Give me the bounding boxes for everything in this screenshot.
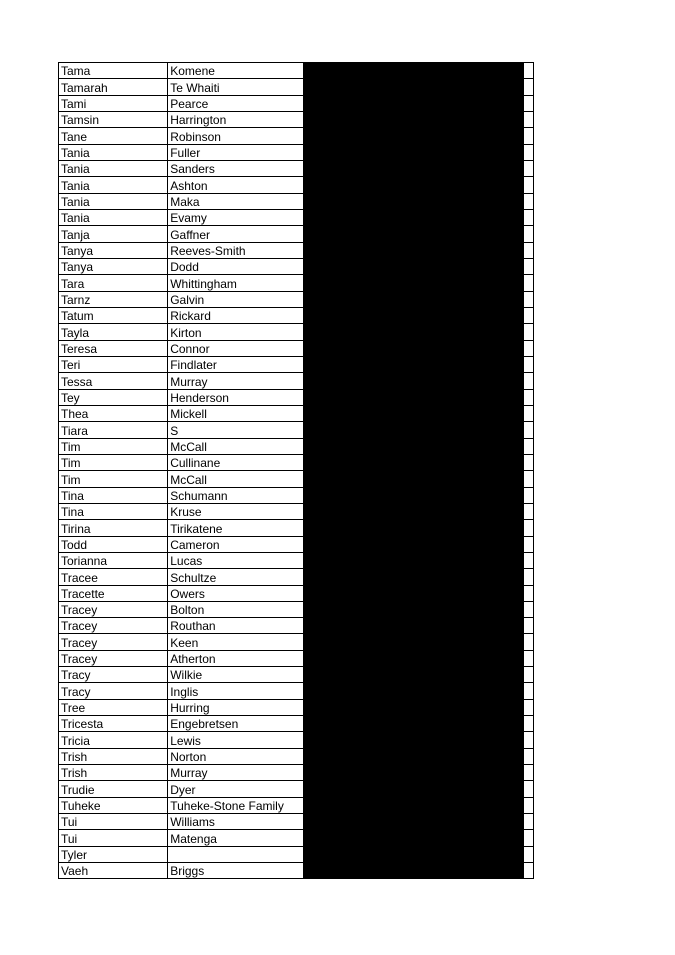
last-name-cell: Williams <box>168 814 304 830</box>
last-name-cell: Cameron <box>168 536 304 552</box>
first-name-cell: Tim <box>59 438 168 454</box>
empty-cell <box>522 226 533 242</box>
empty-cell <box>522 814 533 830</box>
empty-cell <box>522 422 533 438</box>
last-name-cell: Gaffner <box>168 226 304 242</box>
last-name-cell: Schumann <box>168 487 304 503</box>
empty-cell <box>522 634 533 650</box>
first-name-cell: Tricia <box>59 732 168 748</box>
last-name-cell: S <box>168 422 304 438</box>
first-name-cell: Tanja <box>59 226 168 242</box>
last-name-cell: Sanders <box>168 160 304 176</box>
first-name-cell: Tree <box>59 699 168 715</box>
empty-cell <box>522 487 533 503</box>
empty-cell <box>522 340 533 356</box>
empty-cell <box>522 797 533 813</box>
first-name-cell: Tarnz <box>59 291 168 307</box>
empty-cell <box>522 307 533 323</box>
last-name-cell: McCall <box>168 438 304 454</box>
last-name-cell: Kruse <box>168 503 304 519</box>
last-name-cell <box>168 846 304 862</box>
last-name-cell: Owers <box>168 585 304 601</box>
first-name-cell: Tania <box>59 177 168 193</box>
empty-cell <box>522 95 533 111</box>
first-name-cell: Tracy <box>59 683 168 699</box>
last-name-cell: Cullinane <box>168 454 304 470</box>
first-name-cell: Tama <box>59 63 168 79</box>
empty-cell <box>522 454 533 470</box>
empty-cell <box>522 324 533 340</box>
first-name-cell: Tania <box>59 193 168 209</box>
last-name-cell: Kirton <box>168 324 304 340</box>
empty-cell <box>522 144 533 160</box>
last-name-cell: Dodd <box>168 258 304 274</box>
first-name-cell: Tatum <box>59 307 168 323</box>
empty-cell <box>522 716 533 732</box>
last-name-cell: Pearce <box>168 95 304 111</box>
empty-cell <box>522 160 533 176</box>
empty-cell <box>522 667 533 683</box>
last-name-cell: Inglis <box>168 683 304 699</box>
first-name-cell: Tim <box>59 454 168 470</box>
last-name-cell: Maka <box>168 193 304 209</box>
first-name-cell: Tina <box>59 487 168 503</box>
last-name-cell: Norton <box>168 748 304 764</box>
last-name-cell: Komene <box>168 63 304 79</box>
last-name-cell: Tirikatene <box>168 520 304 536</box>
last-name-cell: Findlater <box>168 356 304 372</box>
last-name-cell: Rickard <box>168 307 304 323</box>
first-name-cell: Tyler <box>59 846 168 862</box>
first-name-cell: Teri <box>59 356 168 372</box>
last-name-cell: Lucas <box>168 552 304 568</box>
last-name-cell: Schultze <box>168 569 304 585</box>
last-name-cell: Reeves-Smith <box>168 242 304 258</box>
last-name-cell: Galvin <box>168 291 304 307</box>
empty-cell <box>522 699 533 715</box>
last-name-cell: Mickell <box>168 405 304 421</box>
empty-cell <box>522 258 533 274</box>
empty-cell <box>522 683 533 699</box>
empty-cell <box>522 193 533 209</box>
last-name-cell: Briggs <box>168 863 304 879</box>
last-name-cell: Atherton <box>168 650 304 666</box>
empty-cell <box>522 242 533 258</box>
empty-cell <box>522 503 533 519</box>
empty-cell <box>522 373 533 389</box>
last-name-cell: Robinson <box>168 128 304 144</box>
first-name-cell: Tracey <box>59 634 168 650</box>
last-name-cell: Keen <box>168 634 304 650</box>
first-name-cell: Tania <box>59 160 168 176</box>
first-name-cell: Tanya <box>59 242 168 258</box>
first-name-cell: Tricesta <box>59 716 168 732</box>
first-name-cell: Tracee <box>59 569 168 585</box>
empty-cell <box>522 748 533 764</box>
last-name-cell: Wilkie <box>168 667 304 683</box>
first-name-cell: Thea <box>59 405 168 421</box>
redaction-block <box>305 63 524 879</box>
empty-cell <box>522 471 533 487</box>
last-name-cell: Routhan <box>168 618 304 634</box>
first-name-cell: Tim <box>59 471 168 487</box>
first-name-cell: Tessa <box>59 373 168 389</box>
empty-cell <box>522 552 533 568</box>
last-name-cell: Murray <box>168 373 304 389</box>
empty-cell <box>522 111 533 127</box>
empty-cell <box>522 389 533 405</box>
first-name-cell: Tanya <box>59 258 168 274</box>
last-name-cell: Murray <box>168 765 304 781</box>
first-name-cell: Tui <box>59 830 168 846</box>
last-name-cell: Harrington <box>168 111 304 127</box>
last-name-cell: Connor <box>168 340 304 356</box>
empty-cell <box>522 356 533 372</box>
empty-cell <box>522 569 533 585</box>
first-name-cell: Teresa <box>59 340 168 356</box>
first-name-cell: Tracette <box>59 585 168 601</box>
empty-cell <box>522 177 533 193</box>
empty-cell <box>522 650 533 666</box>
empty-cell <box>522 275 533 291</box>
empty-cell <box>522 765 533 781</box>
first-name-cell: Tane <box>59 128 168 144</box>
first-name-cell: Torianna <box>59 552 168 568</box>
first-name-cell: Trish <box>59 765 168 781</box>
first-name-cell: Tara <box>59 275 168 291</box>
empty-cell <box>522 846 533 862</box>
empty-cell <box>522 601 533 617</box>
first-name-cell: Trish <box>59 748 168 764</box>
first-name-cell: Tania <box>59 144 168 160</box>
first-name-cell: Tania <box>59 209 168 225</box>
first-name-cell: Tiara <box>59 422 168 438</box>
empty-cell <box>522 291 533 307</box>
empty-cell <box>522 781 533 797</box>
empty-cell <box>522 618 533 634</box>
last-name-cell: Ashton <box>168 177 304 193</box>
last-name-cell: Evamy <box>168 209 304 225</box>
last-name-cell: Bolton <box>168 601 304 617</box>
empty-cell <box>522 536 533 552</box>
empty-cell <box>522 863 533 879</box>
first-name-cell: Tamsin <box>59 111 168 127</box>
last-name-cell: Tuheke-Stone Family <box>168 797 304 813</box>
first-name-cell: Tracey <box>59 618 168 634</box>
last-name-cell: Dyer <box>168 781 304 797</box>
first-name-cell: Tracy <box>59 667 168 683</box>
last-name-cell: McCall <box>168 471 304 487</box>
first-name-cell: Tracey <box>59 650 168 666</box>
first-name-cell: Vaeh <box>59 863 168 879</box>
first-name-cell: Tami <box>59 95 168 111</box>
first-name-cell: Tui <box>59 814 168 830</box>
last-name-cell: Fuller <box>168 144 304 160</box>
first-name-cell: Trudie <box>59 781 168 797</box>
first-name-cell: Tayla <box>59 324 168 340</box>
last-name-cell: Lewis <box>168 732 304 748</box>
empty-cell <box>522 438 533 454</box>
empty-cell <box>522 585 533 601</box>
empty-cell <box>522 209 533 225</box>
first-name-cell: Todd <box>59 536 168 552</box>
last-name-cell: Hurring <box>168 699 304 715</box>
empty-cell <box>522 128 533 144</box>
first-name-cell: Tracey <box>59 601 168 617</box>
last-name-cell: Engebretsen <box>168 716 304 732</box>
empty-cell <box>522 63 533 79</box>
last-name-cell: Henderson <box>168 389 304 405</box>
empty-cell <box>522 79 533 95</box>
empty-cell <box>522 732 533 748</box>
empty-cell <box>522 520 533 536</box>
first-name-cell: Tamarah <box>59 79 168 95</box>
first-name-cell: Tuheke <box>59 797 168 813</box>
first-name-cell: Tina <box>59 503 168 519</box>
first-name-cell: Tirina <box>59 520 168 536</box>
first-name-cell: Tey <box>59 389 168 405</box>
last-name-cell: Te Whaiti <box>168 79 304 95</box>
empty-cell <box>522 405 533 421</box>
empty-cell <box>522 830 533 846</box>
last-name-cell: Whittingham <box>168 275 304 291</box>
last-name-cell: Matenga <box>168 830 304 846</box>
